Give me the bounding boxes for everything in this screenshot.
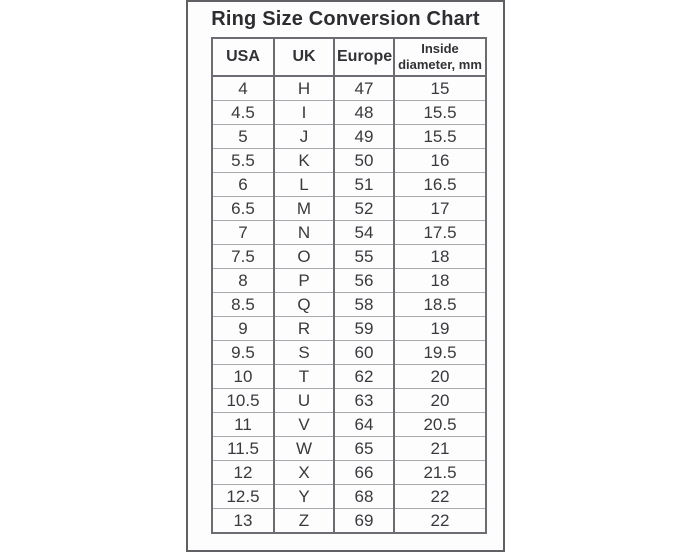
cell-europe-size: 48 — [334, 101, 394, 125]
cell-uk-size: J — [274, 125, 334, 149]
conversion-table — [211, 37, 487, 534]
table-row — [212, 149, 486, 173]
cell-uk-size: Q — [274, 293, 334, 317]
cell-inside-diameter: 16.5 — [394, 173, 486, 197]
cell-uk-size: V — [274, 413, 334, 437]
cell-usa-size: 9.5 — [212, 341, 274, 365]
cell-europe-size: 52 — [334, 197, 394, 221]
chart-title: Ring Size Conversion Chart — [211, 8, 480, 30]
cell-europe-size: 66 — [334, 461, 394, 485]
cell-uk-size: T — [274, 365, 334, 389]
cell-usa-size: 11.5 — [212, 437, 274, 461]
cell-inside-diameter: 15.5 — [394, 101, 486, 125]
cell-usa-size: 12 — [212, 461, 274, 485]
cell-usa-size: 5 — [212, 125, 274, 149]
cell-uk-size: I — [274, 101, 334, 125]
cell-usa-size: 11 — [212, 413, 274, 437]
table-row — [212, 413, 486, 437]
col-header-uk: UK — [274, 38, 334, 76]
table-row — [212, 245, 486, 269]
table-row — [212, 341, 486, 365]
cell-inside-diameter: 15.5 — [394, 125, 486, 149]
cell-uk-size: Y — [274, 485, 334, 509]
cell-uk-size: Z — [274, 509, 334, 534]
cell-europe-size: 63 — [334, 389, 394, 413]
cell-inside-diameter: 18 — [394, 269, 486, 293]
cell-inside-diameter: 15 — [394, 76, 486, 101]
cell-uk-size: K — [274, 149, 334, 173]
cell-inside-diameter: 20 — [394, 389, 486, 413]
cell-usa-size: 5.5 — [212, 149, 274, 173]
cell-usa-size: 7 — [212, 221, 274, 245]
cell-usa-size: 8 — [212, 269, 274, 293]
cell-uk-size: P — [274, 269, 334, 293]
cell-usa-size: 4.5 — [212, 101, 274, 125]
cell-europe-size: 47 — [334, 76, 394, 101]
cell-uk-size: M — [274, 197, 334, 221]
table-header — [212, 38, 486, 76]
cell-inside-diameter: 22 — [394, 485, 486, 509]
cell-europe-size: 69 — [334, 509, 394, 534]
cell-uk-size: N — [274, 221, 334, 245]
cell-inside-diameter: 18 — [394, 245, 486, 269]
cell-europe-size: 68 — [334, 485, 394, 509]
table-row — [212, 389, 486, 413]
cell-usa-size: 4 — [238, 78, 248, 98]
table-row — [212, 437, 486, 461]
table-row — [212, 461, 486, 485]
table-row — [212, 317, 486, 341]
table-row — [212, 173, 486, 197]
cell-europe-size: 49 — [334, 125, 394, 149]
cell-usa-size: 8.5 — [212, 293, 274, 317]
table-row — [212, 76, 486, 101]
cell-europe-size: 58 — [334, 293, 394, 317]
cell-inside-diameter: 19 — [394, 317, 486, 341]
cell-usa-size: 9 — [212, 317, 274, 341]
cell-inside-diameter: 21.5 — [394, 461, 486, 485]
cell-uk-size: O — [274, 245, 334, 269]
cell-inside-diameter: 20.5 — [394, 413, 486, 437]
cell-europe-size: 50 — [334, 149, 394, 173]
cell-uk-size: R — [274, 317, 334, 341]
cell-usa-size: 6 — [212, 173, 274, 197]
table-row — [212, 125, 486, 149]
cell-inside-diameter: 16 — [394, 149, 486, 173]
cell-uk-size: X — [274, 461, 334, 485]
col-header-usa: USA — [212, 38, 274, 76]
cell-usa-size: 7.5 — [212, 245, 274, 269]
cell-usa-size: 6.5 — [212, 197, 274, 221]
cell-uk-size: U — [274, 389, 334, 413]
cell-uk-size: H — [274, 76, 334, 101]
cell-inside-diameter: 18.5 — [394, 293, 486, 317]
cell-europe-size: 62 — [334, 365, 394, 389]
cell-inside-diameter: 22 — [394, 509, 486, 534]
col-header-europe: Europe — [334, 38, 394, 76]
cell-inside-diameter: 20 — [394, 365, 486, 389]
header-row — [212, 38, 486, 76]
table-row — [212, 197, 486, 221]
cell-inside-diameter: 19.5 — [394, 341, 486, 365]
cell-uk-size: S — [274, 341, 334, 365]
cell-usa-size: 12.5 — [212, 485, 274, 509]
cell-inside-diameter: 17.5 — [394, 221, 486, 245]
table-row — [212, 293, 486, 317]
table-body — [212, 76, 486, 533]
cell-europe-size: 59 — [334, 317, 394, 341]
cell-europe-size: 64 — [334, 413, 394, 437]
cell-usa-size: 13 — [212, 509, 274, 534]
col-header-inside-diameter: Inside diameter, mm — [394, 38, 486, 76]
table-row — [212, 269, 486, 293]
cell-uk-size: W — [274, 437, 334, 461]
cell-europe-size: 54 — [334, 221, 394, 245]
table-row — [212, 509, 486, 534]
cell-europe-size: 60 — [334, 341, 394, 365]
cell-inside-diameter: 17 — [394, 197, 486, 221]
table-row — [212, 365, 486, 389]
cell-usa-size: 10 — [212, 365, 274, 389]
cell-europe-size: 56 — [334, 269, 394, 293]
cell-europe-size: 65 — [334, 437, 394, 461]
table-row — [212, 485, 486, 509]
table-row — [212, 221, 486, 245]
cell-europe-size: 51 — [334, 173, 394, 197]
cell-inside-diameter: 21 — [394, 437, 486, 461]
ring-size-chart-panel — [186, 0, 505, 552]
cell-uk-size: L — [274, 173, 334, 197]
table-row — [212, 101, 486, 125]
cell-usa-size: 10.5 — [212, 389, 274, 413]
cell-europe-size: 55 — [334, 245, 394, 269]
